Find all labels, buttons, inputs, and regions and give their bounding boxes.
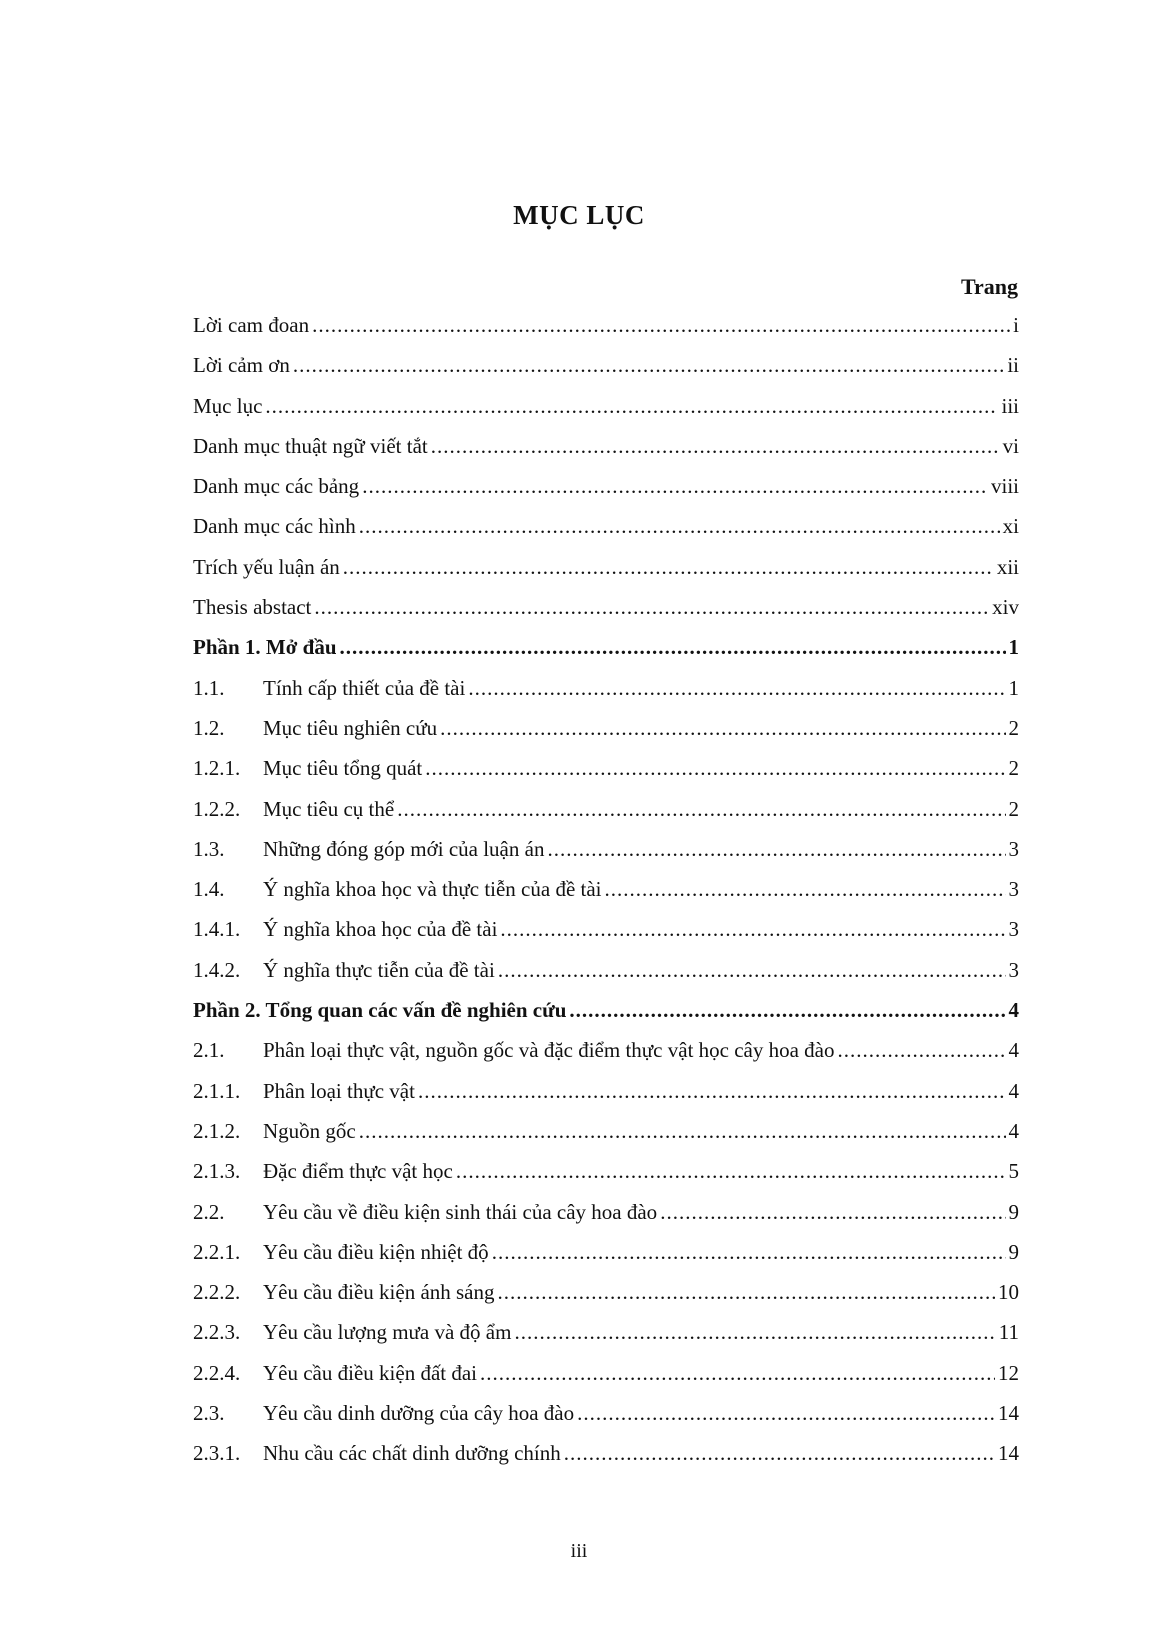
toc-dot-leader	[397, 797, 1005, 822]
toc-entry-page: xi	[1002, 514, 1019, 539]
toc-entry-number: 2.2.2.	[193, 1280, 241, 1305]
toc-entry-number: 2.2.1.	[193, 1239, 241, 1264]
page-title: MỤC LỤC	[513, 200, 645, 230]
toc-entry-number: 1.4.	[193, 877, 225, 902]
toc-entry-number: 1.1.	[193, 675, 225, 700]
toc-entry-page: 4	[1008, 1078, 1019, 1103]
toc-entry[interactable]	[193, 1320, 1019, 1360]
toc-entry-number: 2.1.1.	[193, 1078, 241, 1103]
toc-entry-page: ii	[1007, 353, 1019, 378]
toc-entry-page: 14	[998, 1441, 1019, 1466]
toc-entry-number: 2.3.1.	[193, 1441, 241, 1466]
toc-dot-leader	[480, 1361, 995, 1386]
toc-entry-page: 11	[998, 1320, 1019, 1345]
toc-entry-label: Yêu cầu điều kiện ánh sáng	[263, 1280, 495, 1305]
toc-entry-label: Yêu cầu điều kiện nhiệt độ	[263, 1239, 489, 1264]
toc-dot-leader	[312, 313, 1010, 338]
toc-entry[interactable]	[193, 716, 1019, 756]
toc-entry-number: 2.1.2.	[193, 1118, 241, 1143]
toc-entry[interactable]	[193, 1240, 1019, 1280]
toc-entry-page: 3	[1008, 877, 1019, 902]
toc-entry-label: Lời cảm ơn	[193, 353, 290, 378]
toc-entry[interactable]	[193, 595, 1019, 635]
toc-entry-page: 1	[1008, 635, 1019, 660]
toc-entry[interactable]	[193, 797, 1019, 837]
toc-entry-page: 2	[1008, 756, 1019, 781]
toc-entry-label: Danh mục các hình	[193, 514, 356, 539]
toc-dot-leader	[456, 1159, 1006, 1184]
toc-entry[interactable]	[193, 756, 1019, 796]
toc-entry-label: Phân loại thực vật	[263, 1078, 415, 1103]
toc-entry-label: Ý nghĩa khoa học và thực tiễn của đề tài	[263, 877, 602, 902]
toc-entry[interactable]	[193, 1361, 1019, 1401]
toc-entry[interactable]	[193, 474, 1019, 514]
toc-dot-leader	[660, 1200, 1005, 1225]
toc-entry-page: 5	[1008, 1159, 1019, 1184]
toc-entry-label: Phần 1. Mở đầu	[193, 635, 337, 660]
toc-entry[interactable]	[193, 635, 1019, 675]
toc-dot-leader	[498, 958, 1006, 983]
toc-entry-label: Lời cam đoan	[193, 313, 310, 337]
toc-entry-page: 14	[998, 1401, 1019, 1426]
toc-entry-page: 9	[1008, 1199, 1019, 1224]
toc-entry[interactable]	[193, 1038, 1019, 1078]
toc-dot-leader	[431, 434, 1000, 459]
toc-entry[interactable]	[193, 837, 1019, 877]
toc-entry-number: 2.1.3.	[193, 1159, 241, 1184]
toc-entry-label: Yêu cầu về điều kiện sinh thái của cây hoa đào	[263, 1199, 658, 1224]
toc-entry-page: 2	[1008, 715, 1019, 740]
toc-entry-page: vi	[1002, 433, 1019, 458]
toc-entry-label: Yêu cầu dinh dưỡng của cây hoa đào	[263, 1401, 575, 1426]
toc-entry-label: Mục tiêu nghiên cứu	[263, 715, 438, 740]
toc-entry-label: Những đóng góp mới của luận án	[263, 836, 545, 861]
toc-dot-leader	[468, 676, 1005, 701]
toc-entry-label: Yêu cầu lượng mưa và độ ẩm	[263, 1320, 512, 1345]
toc-entry-label: Mục lục	[193, 393, 263, 418]
toc-entry-page: 4	[1008, 998, 1019, 1023]
toc-entry[interactable]	[193, 1441, 1019, 1481]
toc-entry[interactable]	[193, 514, 1019, 554]
toc-dot-leader	[359, 1119, 1006, 1144]
toc-entry-number: 1.2.	[193, 715, 225, 740]
toc-entry-label: Danh mục các bảng	[193, 474, 360, 499]
toc-dot-leader	[514, 1320, 995, 1345]
toc-dot-leader	[343, 555, 994, 580]
toc-dot-leader	[498, 1280, 995, 1305]
toc-entry-number: 2.2.4.	[193, 1360, 241, 1385]
toc-entry[interactable]	[193, 1119, 1019, 1159]
toc-dot-leader	[440, 716, 1005, 741]
toc-entry-label: Nguồn gốc	[263, 1118, 356, 1143]
toc-dot-leader	[362, 474, 988, 499]
toc-entry[interactable]	[193, 998, 1019, 1038]
toc-entry-number: 1.3.	[193, 836, 225, 861]
toc-dot-leader	[418, 1079, 1006, 1104]
toc-entry-label: Thesis abstact	[193, 595, 312, 620]
toc-entry-page: 3	[1008, 836, 1019, 861]
toc-entry[interactable]	[193, 555, 1019, 595]
toc-entry-number: 2.2.3.	[193, 1320, 241, 1345]
toc-entry-page: iii	[1001, 393, 1019, 418]
toc-dot-leader	[577, 1401, 995, 1426]
toc-entry-label: Danh mục thuật ngữ viết tắt	[193, 433, 428, 458]
toc-dot-leader	[492, 1240, 1006, 1265]
toc-dot-leader	[314, 595, 989, 620]
toc-entry-page: xii	[996, 554, 1019, 579]
toc-dot-leader	[605, 877, 1006, 902]
toc-dot-leader	[547, 837, 1005, 862]
toc-entry-number: 1.2.1.	[193, 756, 241, 781]
toc-entry[interactable]	[193, 917, 1019, 957]
toc-entry-label: Trích yếu luận án	[193, 554, 340, 579]
toc-entry-label: Đặc điểm thực vật học	[263, 1159, 453, 1184]
toc-entry[interactable]	[193, 1159, 1019, 1199]
toc-entry-number: 2.1.	[193, 1038, 225, 1063]
toc-dot-leader	[569, 998, 1005, 1023]
toc-entry[interactable]	[193, 1200, 1019, 1240]
toc-entry-page: 3	[1008, 917, 1019, 942]
toc-dot-leader	[359, 514, 1000, 539]
toc-dot-leader	[293, 353, 1004, 378]
toc-entry-page: 2	[1008, 796, 1019, 821]
toc-entry-number: 1.2.2.	[193, 796, 241, 821]
toc-entry[interactable]	[193, 958, 1019, 998]
toc-entry[interactable]	[193, 1280, 1019, 1320]
toc-entry-page: 4	[1008, 1118, 1019, 1143]
toc-entry-page: 9	[1008, 1239, 1019, 1264]
toc-dot-leader	[425, 756, 1005, 781]
toc-entry-page: xiv	[992, 595, 1019, 620]
toc-entry-number: 1.4.2.	[193, 957, 241, 982]
toc-entry[interactable]	[193, 1079, 1019, 1119]
toc-entry-page: viii	[990, 474, 1019, 499]
table-of-contents	[193, 313, 1019, 1482]
toc-entry-number: 1.4.1.	[193, 917, 241, 942]
toc-entry-label: Mục tiêu cụ thể	[263, 796, 395, 821]
page-column-label: Trang	[960, 274, 1018, 299]
toc-entry-page: 4	[1008, 1038, 1019, 1063]
toc-entry-page: i	[1013, 313, 1019, 337]
toc-dot-leader	[265, 394, 998, 419]
toc-entry[interactable]	[193, 353, 1019, 393]
toc-entry-label: Phần 2. Tổng quan các vấn đề nghiên cứu	[193, 998, 567, 1023]
toc-entry[interactable]	[193, 394, 1019, 434]
toc-entry-label: Ý nghĩa thực tiễn của đề tài	[263, 957, 495, 982]
toc-entry-page: 12	[998, 1360, 1019, 1385]
toc-entry[interactable]	[193, 434, 1019, 474]
toc-entry-page: 3	[1008, 957, 1019, 982]
toc-entry[interactable]	[193, 1401, 1019, 1441]
toc-dot-leader	[564, 1441, 995, 1466]
toc-entry-label: Nhu cầu các chất dinh dưỡng chính	[263, 1441, 561, 1466]
toc-entry-label: Mục tiêu tổng quát	[263, 756, 423, 781]
toc-entry[interactable]	[193, 313, 1019, 353]
toc-entry-label: Yêu cầu điều kiện đất đai	[263, 1360, 477, 1385]
toc-entry-number: 2.3.	[193, 1401, 225, 1426]
toc-entry-page: 10	[998, 1280, 1019, 1305]
toc-entry[interactable]	[193, 877, 1019, 917]
toc-entry-page: 1	[1008, 675, 1019, 700]
toc-entry-number: 2.2.	[193, 1199, 225, 1224]
toc-entry-label: Tính cấp thiết của đề tài	[263, 675, 466, 700]
toc-dot-leader	[340, 635, 1006, 660]
toc-entry-label: Phân loại thực vật, nguồn gốc và đặc điểm thực vật học cây hoa đào	[263, 1038, 835, 1063]
toc-entry-label: Ý nghĩa khoa học của đề tài	[263, 917, 498, 942]
toc-dot-leader	[838, 1038, 1006, 1063]
toc-entry[interactable]	[193, 676, 1019, 716]
toc-dot-leader	[500, 917, 1005, 942]
footer-page-number: iii	[570, 1540, 588, 1562]
